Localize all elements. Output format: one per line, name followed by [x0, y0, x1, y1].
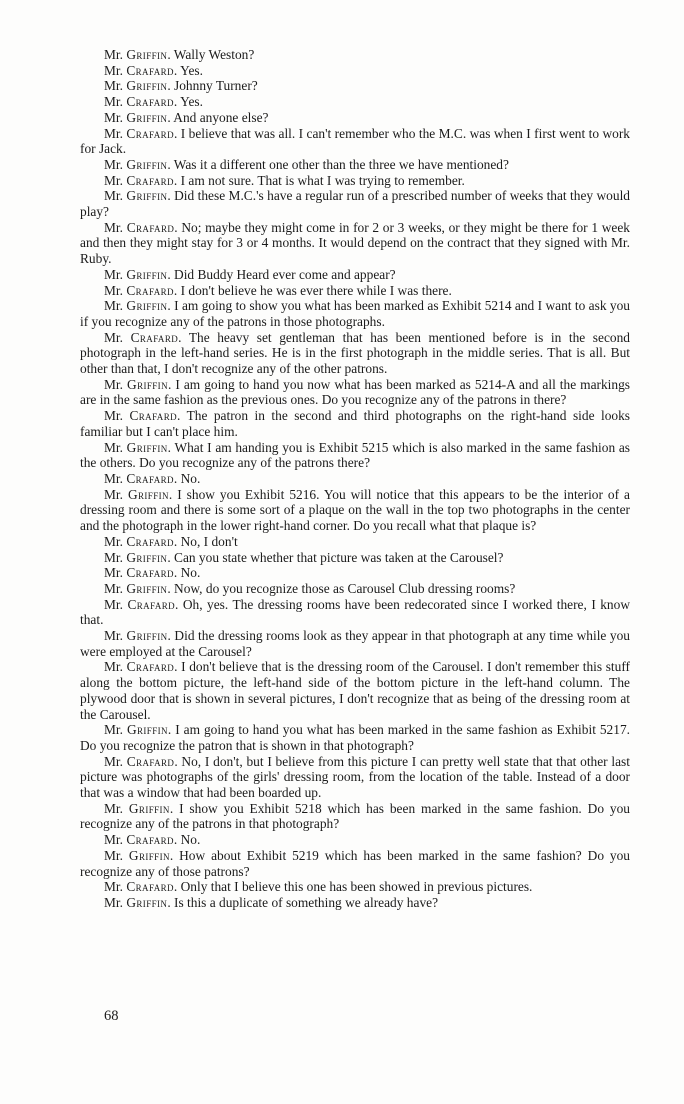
dialogue-paragraph [80, 628, 630, 659]
dialogue-paragraph [80, 78, 630, 94]
dialogue-text: No, I don't [177, 533, 238, 549]
dialogue-text: I don't believe he was ever there while I was there. [177, 282, 452, 298]
speaker-name: Mr. Crafard. [104, 753, 178, 769]
dialogue-text: And anyone else? [170, 109, 269, 125]
dialogue-paragraph [80, 722, 630, 753]
dialogue-text: What I am handing you is Exhibit 5215 which is also marked in the same fashion as the others. Do you recognize any of the patrons there? [80, 439, 630, 471]
speaker-name: Mr. Griffin. [104, 376, 172, 392]
dialogue-paragraph [80, 47, 630, 63]
dialogue-text: The patron in the second and third photographs on the right-hand side looks familiar but I can't place him. [80, 408, 630, 439]
dialogue-text: How about Exhibit 5219 which has been marked in the same fashion? Do you recognize any of those patrons? [80, 847, 631, 879]
speaker-name: Mr. Griffin. [104, 156, 171, 172]
dialogue-text: Did the dressing rooms look as they appear in that photograph at any time while you were employed at the Carousel? [80, 628, 630, 659]
speaker-name: Mr. Griffin. [104, 847, 174, 863]
dialogue-text: I am going to hand you now what has been marked as 5214-A and all the markings are in the same fashion as the previous ones. Do you recognize any of the patrons in there? [80, 376, 631, 408]
speaker-name: Mr. Griffin. [104, 800, 174, 816]
speaker-name: Mr. Crafard. [104, 282, 178, 298]
dialogue-text: Now, do you recognize those as Carousel Club dressing rooms? [170, 580, 516, 596]
speaker-name: Mr. Griffin. [104, 894, 171, 910]
dialogue-paragraph [80, 63, 630, 79]
dialogue-text: Only that I believe this one has been showed in previous pictures. [177, 879, 533, 895]
dialogue-paragraph [80, 298, 630, 329]
transcript-body [80, 47, 630, 911]
dialogue-text: Wally Weston? [170, 47, 255, 62]
dialogue-text: I am going to hand you what has been marked in the same fashion as Exhibit 5217. Do you recognize the patron that is shown in that photograph? [80, 722, 630, 753]
dialogue-paragraph [80, 471, 630, 487]
dialogue-text: Is this a duplicate of something we already have? [170, 894, 439, 910]
dialogue-paragraph [80, 377, 630, 408]
dialogue-paragraph [80, 801, 630, 832]
dialogue-text: Can you state whether that picture was taken at the Carousel? [170, 549, 504, 565]
dialogue-paragraph [80, 173, 630, 189]
dialogue-text: The heavy set gentleman that has been mentioned before is in the second photograph in the left-hand series. He is in the first photograph in the middle series. That is all. But other than that, I don't recognize any of the other patrons. [80, 329, 630, 377]
dialogue-paragraph [80, 895, 630, 911]
dialogue-paragraph [80, 283, 630, 299]
dialogue-paragraph [80, 565, 630, 581]
dialogue-text: No, I don't, but I believe from this picture I can pretty well state that that other last picture was photographs of the girls' dressing room, from the location of the table. Instead of a door that was a window that had been boarded up. [80, 753, 630, 801]
dialogue-paragraph [80, 126, 630, 157]
speaker-name: Mr. Griffin. [104, 266, 171, 282]
speaker-name: Mr. Crafard. [104, 470, 178, 486]
dialogue-paragraph [80, 550, 630, 566]
speaker-name: Mr. Crafard. [104, 329, 182, 345]
dialogue-text: Did Buddy Heard ever come and appear? [170, 266, 396, 282]
dialogue-text: No. [177, 470, 201, 486]
dialogue-text: I believe that was all. I can't remember who the M.C. was when I first went to work for Jack. [80, 125, 630, 157]
dialogue-text: I don't believe that is the dressing room of the Carousel. I don't remember this stuff along the bottom picture, the left-hand side of the bottom picture in the left-hand column. The plywood door that is shown in several pictures, I don't recognize that as being of the dressing room at the Carousel. [80, 659, 630, 722]
speaker-name: Mr. Crafard. [104, 62, 178, 78]
speaker-name: Mr. Crafard. [104, 659, 178, 675]
speaker-name: Mr. Griffin. [104, 78, 171, 94]
dialogue-paragraph [80, 534, 630, 550]
dialogue-paragraph [80, 659, 630, 722]
speaker-name: Mr. Crafard. [104, 596, 179, 612]
dialogue-text: Johnny Turner? [170, 78, 258, 94]
dialogue-paragraph [80, 848, 630, 879]
speaker-name: Mr. Griffin. [104, 486, 173, 502]
page-number: 68 [104, 1008, 119, 1024]
speaker-name: Mr. Crafard. [104, 832, 178, 848]
dialogue-paragraph [80, 440, 630, 471]
speaker-name: Mr. Crafard. [104, 125, 178, 141]
speaker-name: Mr. Crafard. [104, 879, 178, 895]
dialogue-paragraph [80, 188, 630, 219]
speaker-name: Mr. Crafard. [104, 408, 181, 424]
speaker-name: Mr. Griffin. [104, 722, 172, 738]
dialogue-text: No; maybe they might come in for 2 or 3 weeks, or they might be there for 1 week and then they might stay for 3 or 4 months. It would depend on the contract that they signed with Mr. Ruby. [80, 219, 630, 267]
dialogue-paragraph [80, 220, 630, 267]
dialogue-text: Yes. [177, 62, 203, 78]
dialogue-paragraph [80, 94, 630, 110]
dialogue-paragraph [80, 487, 630, 534]
dialogue-text: No. [177, 832, 201, 848]
speaker-name: Mr. Griffin. [104, 628, 171, 644]
dialogue-text: No. [177, 565, 201, 581]
dialogue-paragraph [80, 330, 630, 377]
speaker-name: Mr. Griffin. [104, 549, 171, 565]
dialogue-paragraph [80, 157, 630, 173]
dialogue-paragraph [80, 581, 630, 597]
speaker-name: Mr. Crafard. [104, 219, 178, 235]
speaker-name: Mr. Griffin. [104, 109, 171, 125]
speaker-name: Mr. Crafard. [104, 533, 178, 549]
dialogue-text: I am not sure. That is what I was trying to remember. [177, 172, 465, 188]
speaker-name: Mr. Griffin. [104, 47, 171, 62]
dialogue-text: Was it a different one other than the three we have mentioned? [170, 156, 509, 172]
dialogue-paragraph [80, 597, 630, 628]
dialogue-paragraph [80, 267, 630, 283]
speaker-name: Mr. Crafard. [104, 94, 178, 110]
dialogue-text: I am going to show you what has been marked as Exhibit 5214 and I want to ask you if you recognize any of the patrons in those photographs. [80, 298, 631, 329]
dialogue-text: I show you Exhibit 5216. You will notice that this appears to be the interior of a dressing room and there is some sort of a plaque on the wall in the top two photographs in the center and the photograph in the lower right-hand corner. Do you recall what that plaque is? [80, 486, 630, 534]
dialogue-text: Oh, yes. The dressing rooms have been redecorated since I worked there, I know that. [80, 596, 630, 628]
dialogue-paragraph [80, 832, 630, 848]
dialogue-paragraph [80, 879, 630, 895]
speaker-name: Mr. Griffin. [104, 188, 171, 204]
speaker-name: Mr. Griffin. [104, 439, 172, 455]
speaker-name: Mr. Crafard. [104, 172, 178, 188]
speaker-name: Mr. Griffin. [104, 580, 171, 596]
speaker-name: Mr. Griffin. [104, 298, 171, 314]
dialogue-paragraph [80, 110, 630, 126]
dialogue-text: Yes. [177, 94, 203, 110]
dialogue-text: I show you Exhibit 5218 which has been marked in the same fashion. Do you recognize any of the patrons in that photograph? [80, 800, 630, 832]
dialogue-paragraph [80, 754, 630, 801]
speaker-name: Mr. Crafard. [104, 565, 178, 581]
dialogue-paragraph [80, 408, 630, 439]
dialogue-text: Did these M.C.'s have a regular run of a prescribed number of weeks that they would play? [80, 188, 630, 220]
